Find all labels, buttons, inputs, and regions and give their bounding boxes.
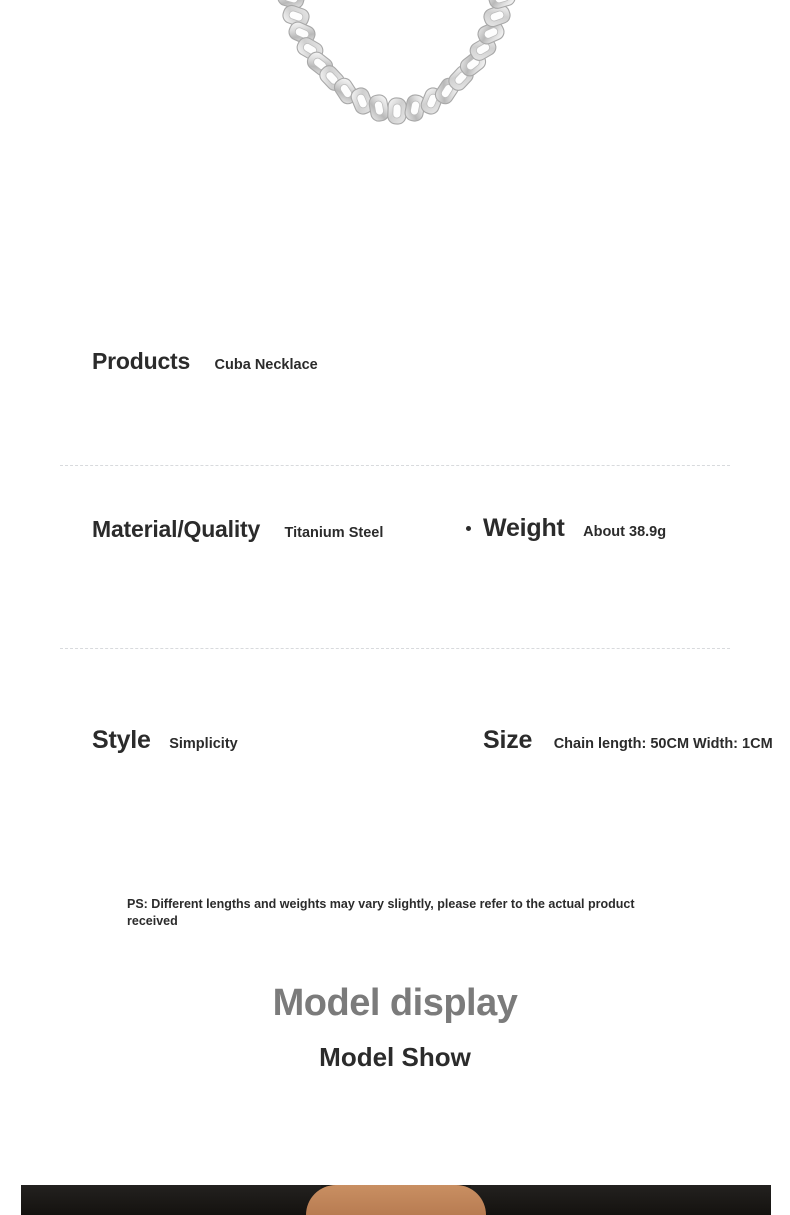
model-display-title: Model display — [272, 982, 518, 1024]
spec-cell-style — [92, 707, 238, 755]
spec-label-weight — [483, 513, 565, 543]
spec-value-text: About 38.9g — [583, 524, 667, 540]
spec-value-material — [285, 523, 384, 543]
spec-value-size — [554, 734, 773, 754]
spec-cell-material — [92, 496, 383, 544]
model-photo-background-left — [21, 1185, 321, 1215]
spec-value-style — [169, 734, 238, 754]
spec-label-text: Material/Quality — [92, 516, 261, 542]
spec-label-text: Weight — [483, 514, 565, 542]
model-photo — [21, 1185, 771, 1215]
spec-label-text: Size — [483, 726, 533, 754]
cuban-chain-illustration — [245, 0, 545, 280]
model-photo-background-right — [471, 1185, 771, 1215]
bullet-icon — [466, 526, 471, 531]
spec-row-style-size — [0, 680, 790, 820]
spec-note: PS: Different lengths and weights may vary slightly, please refer to the actual product received — [127, 897, 635, 928]
spec-value-weight — [583, 522, 666, 542]
spec-value-text: Simplicity — [169, 736, 238, 752]
spec-cell-size — [483, 707, 773, 755]
spec-value-text: Chain length: 50CM Width: 1CM — [553, 736, 773, 752]
spec-label-products — [92, 346, 190, 376]
spec-row-material-weight — [0, 465, 790, 680]
spec-divider-2 — [60, 648, 730, 649]
spec-label-size — [483, 725, 532, 755]
spec-row-products — [0, 300, 790, 465]
product-photo — [0, 0, 790, 300]
spec-value-products — [215, 355, 318, 375]
spec-value-text: Cuba Necklace — [214, 357, 318, 373]
spec-label-style — [92, 725, 151, 755]
spec-label-material — [92, 514, 260, 544]
spec-cell-products — [92, 328, 318, 376]
spec-label-text: Products — [92, 348, 191, 374]
model-head-silhouette — [306, 1185, 486, 1215]
spec-value-text: Titanium Steel — [284, 525, 384, 541]
spec-label-text: Style — [92, 726, 151, 754]
model-show-title: Model Show — [319, 1042, 471, 1072]
spec-cell-weight — [483, 495, 666, 543]
product-specifications — [0, 300, 790, 928]
